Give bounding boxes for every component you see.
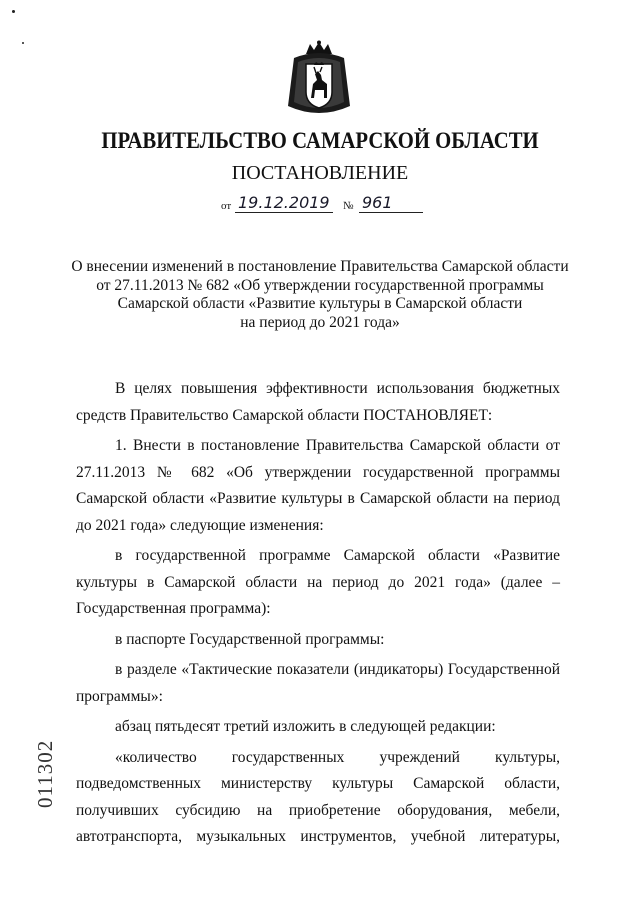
paragraph-state-program: в государственной программе Самарской области «Развитие культуры в Самарской области на период до 2021 года» (далее – Государственная программа): — [76, 547, 560, 617]
subject-line: на период до 2021 года» — [240, 313, 400, 331]
scan-dot — [22, 42, 24, 44]
margin-serial-number: 011302 — [33, 739, 57, 808]
subject-line: Самарской области «Развитие культуры в Самарской области — [117, 295, 523, 312]
paragraph-preamble: В целях повышения эффективности использования бюджетных средств Правительство Самарской области ПОСТАНОВЛЯЕТ: — [76, 380, 560, 424]
date-prefix: от — [221, 200, 232, 212]
subject-line: О внесении изменений в постановление Правительства Самарской области — [71, 258, 569, 275]
paragraph-abzac: абзац пятьдесят третий изложить в следующей редакции: — [115, 718, 496, 735]
document-type: ПОСТАНОВЛЕНИЕ — [231, 162, 409, 184]
handwritten-date: 19.12.2019 — [235, 194, 333, 213]
paragraph-quote: «количество государственных учреждений культуры, подведомственных министерству культуры Самарской области, получивших субсидию на приобретение оборудования, мебели, автотранспорта, музыкальных инструментов, учебной литературы, — [76, 748, 560, 845]
document-body — [76, 376, 560, 855]
paragraph-passport: в паспорте Государственной программы: — [115, 630, 385, 648]
number-prefix: № — [343, 200, 354, 212]
paragraph-section: в разделе «Тактические показатели (индикаторы) Государственной программы»: — [76, 661, 560, 705]
government-title: ПРАВИТЕЛЬСТВО САМАРСКОЙ ОБЛАСТИ — [101, 128, 539, 153]
handwritten-number: 961 — [359, 194, 423, 213]
samara-coat-of-arms-icon — [284, 40, 354, 120]
document-subject — [60, 258, 580, 332]
scan-dot — [12, 10, 15, 13]
subject-line: от 27.11.2013 № 682 «Об утверждении государственной программы — [96, 276, 544, 294]
paragraph-item-1: 1. Внести в постановление Правительства Самарской области от 27.11.2013 № 682 «Об утверждении государственной программы Самарской области «Развитие культуры в Самарской области на период до 2021 года» следующие изменения: — [76, 437, 560, 534]
date-number-line — [215, 194, 435, 216]
